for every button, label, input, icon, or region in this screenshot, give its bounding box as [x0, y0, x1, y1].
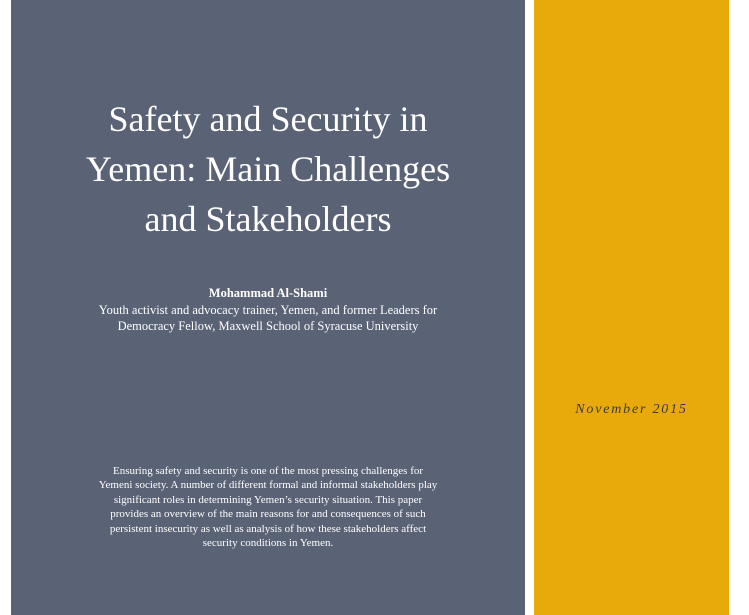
affiliation-line: Democracy Fellow, Maxwell School of Syracuse University — [117, 319, 419, 333]
abstract-line: Ensuring safety and security is one of the most pressing challenges for — [112, 465, 424, 477]
abstract-text — [53, 464, 483, 550]
affiliation-line: Youth activist and advocacy trainer, Yemen, and former Leaders for — [98, 303, 438, 317]
abstract-line: provides an overview of the main reasons for and consequences of such — [110, 508, 426, 521]
title-line: Yemen: Main Challenges — [85, 149, 451, 189]
report-title — [11, 94, 525, 244]
title-line: and Stakeholders — [144, 199, 392, 239]
author-name: Mohammad Al-Shami — [208, 286, 328, 300]
abstract-line: security conditions in Yemen. — [202, 537, 334, 550]
author-affiliation — [41, 302, 495, 334]
cover-side-panel — [534, 0, 729, 615]
publication-date: November 2015 — [575, 402, 688, 417]
cover-main-panel — [11, 0, 525, 615]
abstract-line: significant roles in determining Yemen’s security situation. This paper — [113, 493, 423, 506]
abstract-line: Yemeni society. A number of different formal and informal stakeholders play — [98, 479, 438, 492]
abstract-line: persistent insecurity as well as analysis of how these stakeholders affect — [109, 522, 427, 535]
title-line: Safety and Security in — [108, 99, 428, 139]
